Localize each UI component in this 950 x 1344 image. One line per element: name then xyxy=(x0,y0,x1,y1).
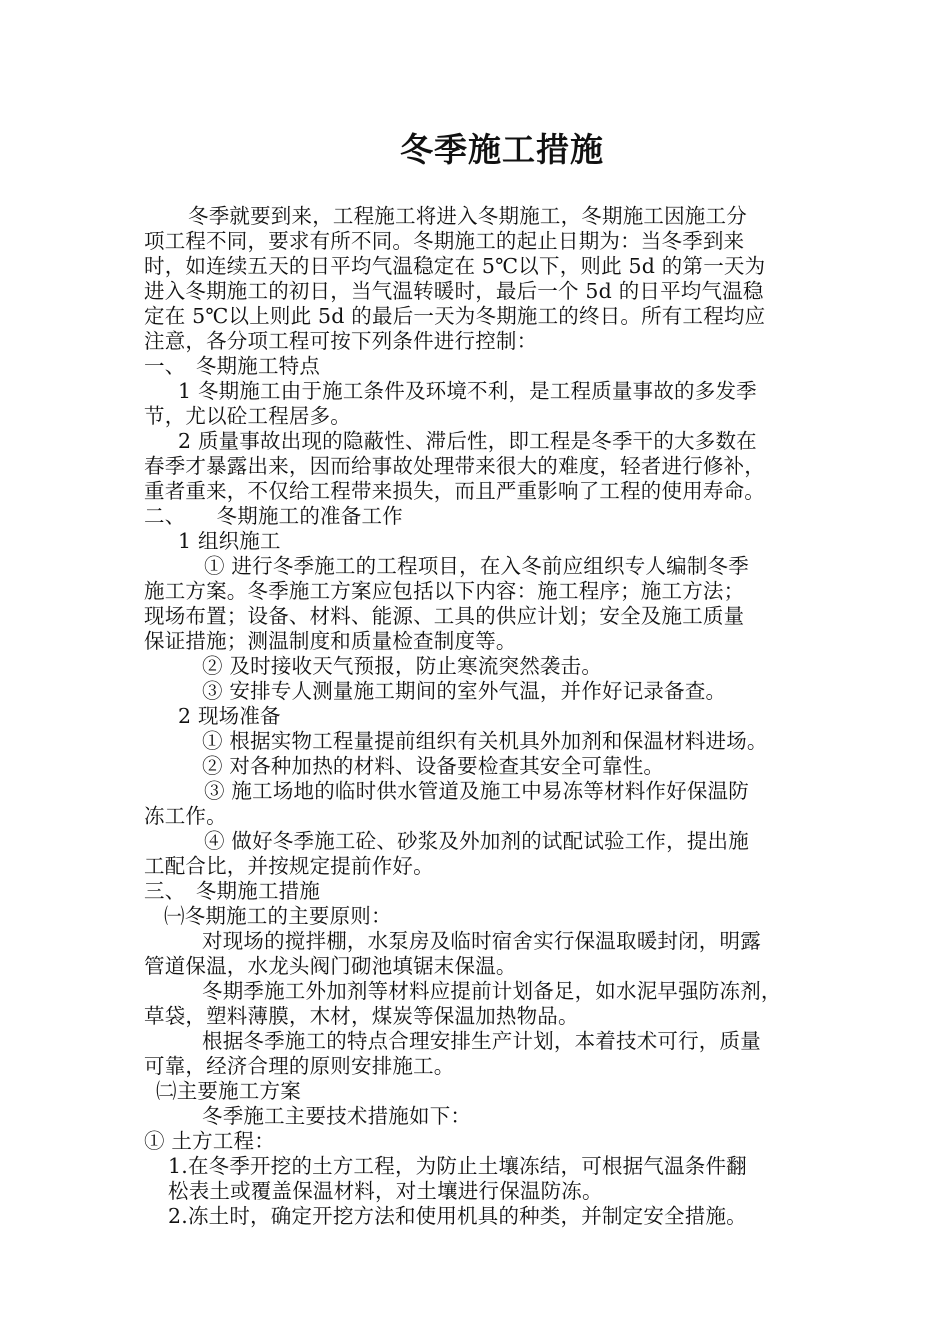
paragraph-line: 重者重来，不仅给工程带来损失，而且严重影响了工程的使用寿命。 xyxy=(144,479,765,503)
paragraph-line: 草袋，塑料薄膜，木材，煤炭等保温加热物品。 xyxy=(144,1004,579,1028)
paragraph-line: 2.冻土时，确定开挖方法和使用机具的种类，并制定安全措施。 xyxy=(168,1204,747,1228)
section-heading: 一、 冬期施工特点 xyxy=(144,354,321,378)
paragraph-line: 工配合比，并按规定提前作好。 xyxy=(144,854,434,878)
subsection-heading: ㈡主要施工方案 xyxy=(156,1079,301,1103)
paragraph-line: ② 及时接收天气预报，防止寒流突然袭击。 xyxy=(202,654,603,678)
paragraph-line: 项工程不同，要求有所不同。冬期施工的起止日期为：当冬季到来 xyxy=(144,229,745,253)
paragraph-line: ③ 安排专人测量施工期间的室外气温，并作好记录备查。 xyxy=(202,679,727,703)
paragraph-line: 保证措施；测温制度和质量检查制度等。 xyxy=(144,629,517,653)
paragraph-line: ① 进行冬季施工的工程项目，在入冬前应组织专人编制冬季 xyxy=(204,554,749,578)
paragraph-line: 1 冬期施工由于施工条件及环境不利，是工程质量事故的多发季 xyxy=(178,379,757,403)
paragraph-line: 冻工作。 xyxy=(144,804,227,828)
section-heading: 二、 冬期施工的准备工作 xyxy=(144,504,403,528)
paragraph-line: 可靠，经济合理的原则安排施工。 xyxy=(144,1054,455,1078)
paragraph-line: 定在 5℃以上则此 5d 的最后一天为冬期施工的终日。所有工程均应 xyxy=(144,304,766,328)
paragraph-line: 管道保温，水龙头阀门砌池填锯末保温。 xyxy=(144,954,517,978)
paragraph-line: 施工方案。冬季施工方案应包括以下内容：施工程序；施工方法； xyxy=(144,579,745,603)
paragraph-line: 现场布置；设备、材料、能源、工具的供应计划；安全及施工质量 xyxy=(144,604,745,628)
paragraph-line: 2 质量事故出现的隐蔽性、滞后性，即工程是冬季干的大多数在 xyxy=(178,429,757,453)
paragraph-line: 冬季施工主要技术措施如下： xyxy=(202,1104,472,1128)
paragraph-line: 冬季就要到来，工程施工将进入冬期施工，冬期施工因施工分 xyxy=(188,204,747,228)
paragraph-line: 春季才暴露出来，因而给事故处理带来很大的难度，轻者进行修补， xyxy=(144,454,765,478)
paragraph-line: 冬期季施工外加剂等材料应提前计划备足，如水泥早强防冻剂， xyxy=(202,979,782,1003)
paragraph-line: 进入冬期施工的初日，当气温转暖时，最后一个 5d 的日平均气温稳 xyxy=(144,279,764,303)
paragraph-line: 时，如连续五天的日平均气温稳定在 5℃以下，则此 5d 的第一天为 xyxy=(144,254,766,278)
paragraph-line: ② 对各种加热的材料、设备要检查其安全可靠性。 xyxy=(202,754,665,778)
subsection-heading: ① 土方工程： xyxy=(144,1129,275,1153)
paragraph-line: 对现场的搅拌棚，水泵房及临时宿舍实行保温取暖封闭，明露 xyxy=(202,929,761,953)
subsection-heading: 2 现场准备 xyxy=(178,704,281,728)
paragraph-line: ④ 做好冬季施工砼、砂浆及外加剂的试配试验工作，提出施 xyxy=(204,829,749,853)
paragraph-line: 1.在冬季开挖的土方工程，为防止土壤冻结，可根据气温条件翻 xyxy=(168,1154,747,1178)
paragraph-line: ① 根据实物工程量提前组织有关机具外加剂和保温材料进场。 xyxy=(202,729,768,753)
paragraph-line: ③ 施工场地的临时供水管道及施工中易冻等材料作好保温防 xyxy=(204,779,749,803)
subsection-heading: ㈠冬期施工的主要原则： xyxy=(164,904,392,928)
paragraph-line: 节，尤以砼工程居多。 xyxy=(144,404,351,428)
paragraph-line: 注意，各分项工程可按下列条件进行控制： xyxy=(144,329,538,353)
document-title: 冬季施工措施 xyxy=(400,130,604,169)
paragraph-line: 根据冬季施工的特点合理安排生产计划，本着技术可行，质量 xyxy=(202,1029,761,1053)
section-heading: 三、 冬期施工措施 xyxy=(144,879,321,903)
paragraph-line: 松表土或覆盖保温材料，对土壤进行保温防冻。 xyxy=(168,1179,603,1203)
subsection-heading: 1 组织施工 xyxy=(178,529,281,553)
